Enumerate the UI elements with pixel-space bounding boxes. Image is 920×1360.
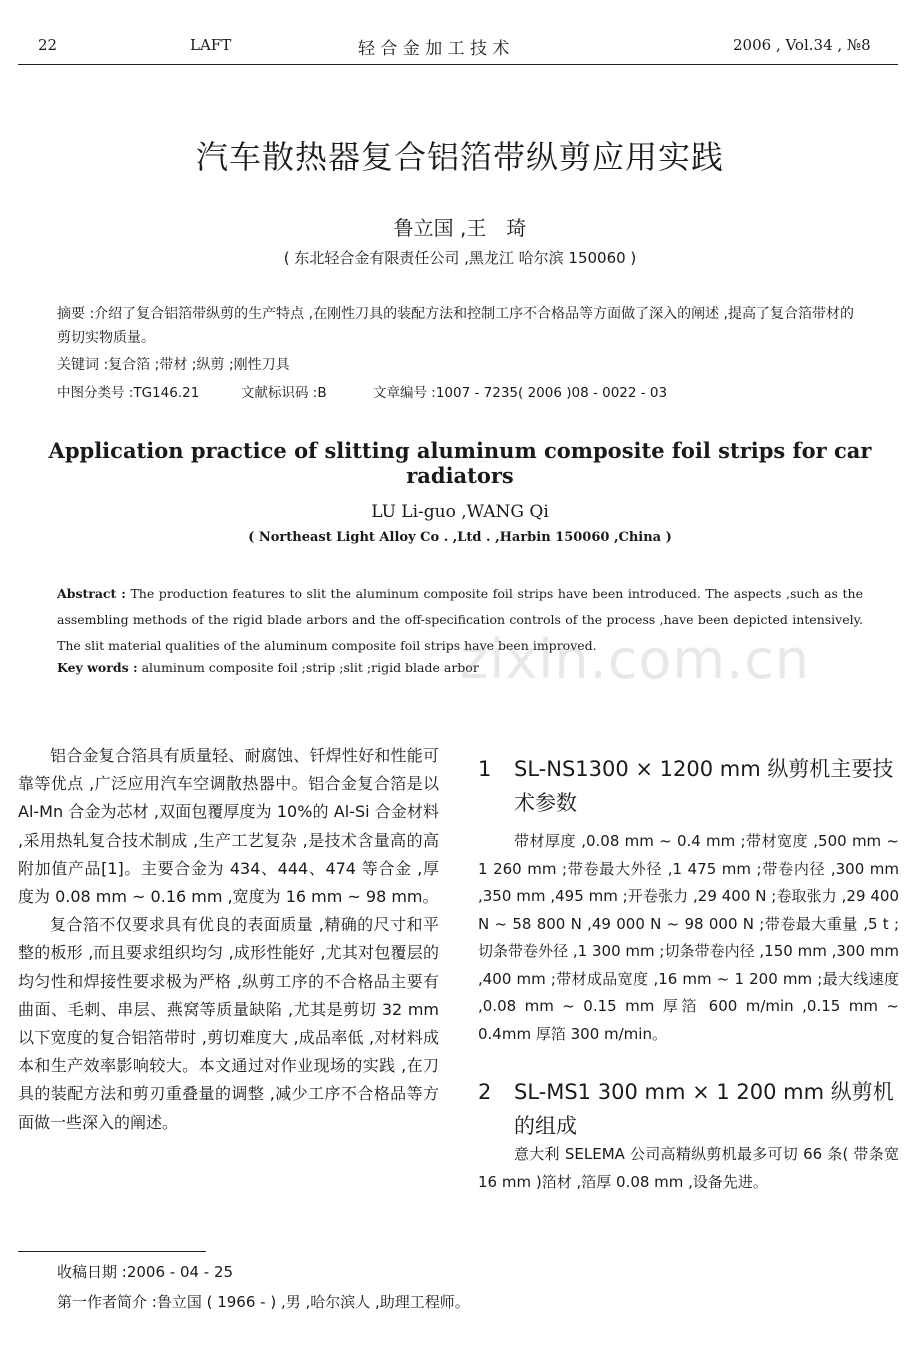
page-number: 22 [38, 36, 58, 54]
article-number: 文章编号 :1007 - 7235( 2006 )08 - 0022 - 03 [373, 385, 668, 401]
keywords-cn: 关键词 :复合箔 ;带材 ;纵剪 ;刚性刀具 [57, 357, 290, 373]
section-2-body [478, 1140, 899, 1196]
received-date: 收稿日期 :2006 - 04 - 25 [57, 1263, 234, 1281]
affiliation-en: ( Northeast Light Alloy Co . ,Ltd . ,Harbin 150060 ,China ) [248, 530, 672, 545]
issue-info: 2006 , Vol.34 , №8 [733, 36, 871, 54]
journal-name: 轻 合 金 加 工 技 术 [358, 39, 510, 59]
article-title-en: Application practice of slitting aluminum composite foil strips for car radiators [48, 438, 872, 488]
abstract-cn: 摘要 :介绍了复合铝箔带纵剪的生产特点 ,在刚性刀具的装配方法和控制工序不合格品等方面做了深入的阐述 ,提高了复合箔带材的剪切实物质量。 [57, 306, 854, 346]
abstract-en-text: The production features to slit the aluminum composite foil strips have been introduced. The aspects ,such as the assembling methods of the rigid blade arbors and the off-specification controls of the process ,have been depicted intensively. The slit material qualities of the aluminum composite foil strips have been improved. [57, 586, 863, 653]
authors-en: LU Li-guo ,WANG Qi [371, 502, 549, 522]
keywords-en-label: Key words : [57, 660, 138, 675]
body-paragraph-1: 铝合金复合箔具有质量轻、耐腐蚀、钎焊性好和性能可靠等优点 ,广泛应用汽车空调散热器中。铝合金复合箔是以 Al-Mn 合金为芯材 ,双面包覆厚度为 10%的 Al-Si 合金材料 ,采用热轧复合技术制成 ,生产工艺复杂 ,是技术含量高的高附加值产品[1]。主要合金为 434、444、474 等合金 ,厚度为 0.08 mm ~ 0.16 mm ,宽度为 16 mm ~ 98 mm。 [18, 746, 439, 907]
section-1-body [478, 828, 899, 1048]
author-bio: 第一作者简介 :鲁立国 ( 1966 - ) ,男 ,哈尔滨人 ,助理工程师。 [57, 1293, 470, 1311]
section-1-paragraph: 带材厚度 ,0.08 mm ~ 0.4 mm ;带材宽度 ,500 mm ~ 1 260 mm ;带卷最大外径 ,1 475 mm ;带卷内径 ,300 mm ,350 mm ,495 mm ;开卷张力 ,29 400 N ;卷取张力 ,29 400 N ~ 58 800 N ,49 000 N ~ 98 000 N ;带卷最大重量 ,5 t ;切条带卷外径 ,1 300 mm ;切条带卷内径 ,150 mm ,300 mm ,400 mm ;带材成品宽度 ,16 mm ~ 1 200 mm ;最大线速度 ,0.08 mm ~ 0.15 mm 厚箔 600 m/min ,0.15 mm ~ 0.4mm 厚箔 300 m/min。 [478, 832, 899, 1043]
keywords-en [57, 660, 479, 675]
journal-abbreviation: LAFT [190, 36, 232, 54]
section-2-title: SL-MS1 300 mm × 1 200 mm 纵剪机的组成 [514, 1080, 894, 1138]
section-2-paragraph: 意大利 SELEMA 公司高精纵剪机最多可切 66 条( 带条宽 16 mm )箔材 ,箔厚 0.08 mm ,设备先进。 [478, 1145, 899, 1191]
footnote-rule [18, 1251, 206, 1252]
section-1-number: 1 [478, 757, 492, 781]
section-1-heading [478, 752, 903, 820]
watermark: zixin.com.cn [460, 628, 811, 691]
clc-number: 中图分类号 :TG146.21 [57, 385, 200, 401]
abstract-en-label: Abstract : [57, 586, 126, 601]
section-2-number: 2 [478, 1080, 492, 1104]
article-title-cn: 汽车散热器复合铝箔带纵剪应用实践 [195, 138, 724, 176]
body-left-column [18, 742, 439, 1137]
section-1-title: SL-NS1300 × 1200 mm 纵剪机主要技术参数 [514, 757, 894, 815]
document-code: 文献标识码 :B [241, 385, 327, 401]
section-2-heading [478, 1075, 903, 1143]
affiliation-cn: ( 东北轻合金有限责任公司 ,黑龙江 哈尔滨 150060 ) [283, 249, 637, 267]
header-rule [18, 64, 898, 65]
body-paragraph-2: 复合箔不仅要求具有优良的表面质量 ,精确的尺寸和平整的板形 ,而且要求组织均匀 ,成形性能好 ,尤其对包覆层的均匀性和焊接性要求极为严格 ,纵剪工序的不合格品主要有曲面、毛刺、串层、燕窝等质量缺陷 ,尤其是剪切 32 mm 以下宽度的复合铝箔带时 ,剪切难度大 ,成品率低 ,对材料成本和生产效率影响较大。本文通过对作业现场的实践 ,在刀具的装配方法和剪刃重叠量的调整 ,减少工序不合格品等方面做一些深入的阐述。 [18, 915, 439, 1132]
keywords-en-text: aluminum composite foil ;strip ;slit ;rigid blade arbor [137, 660, 479, 675]
authors-cn: 鲁立国 ,王 琦 [393, 216, 527, 240]
